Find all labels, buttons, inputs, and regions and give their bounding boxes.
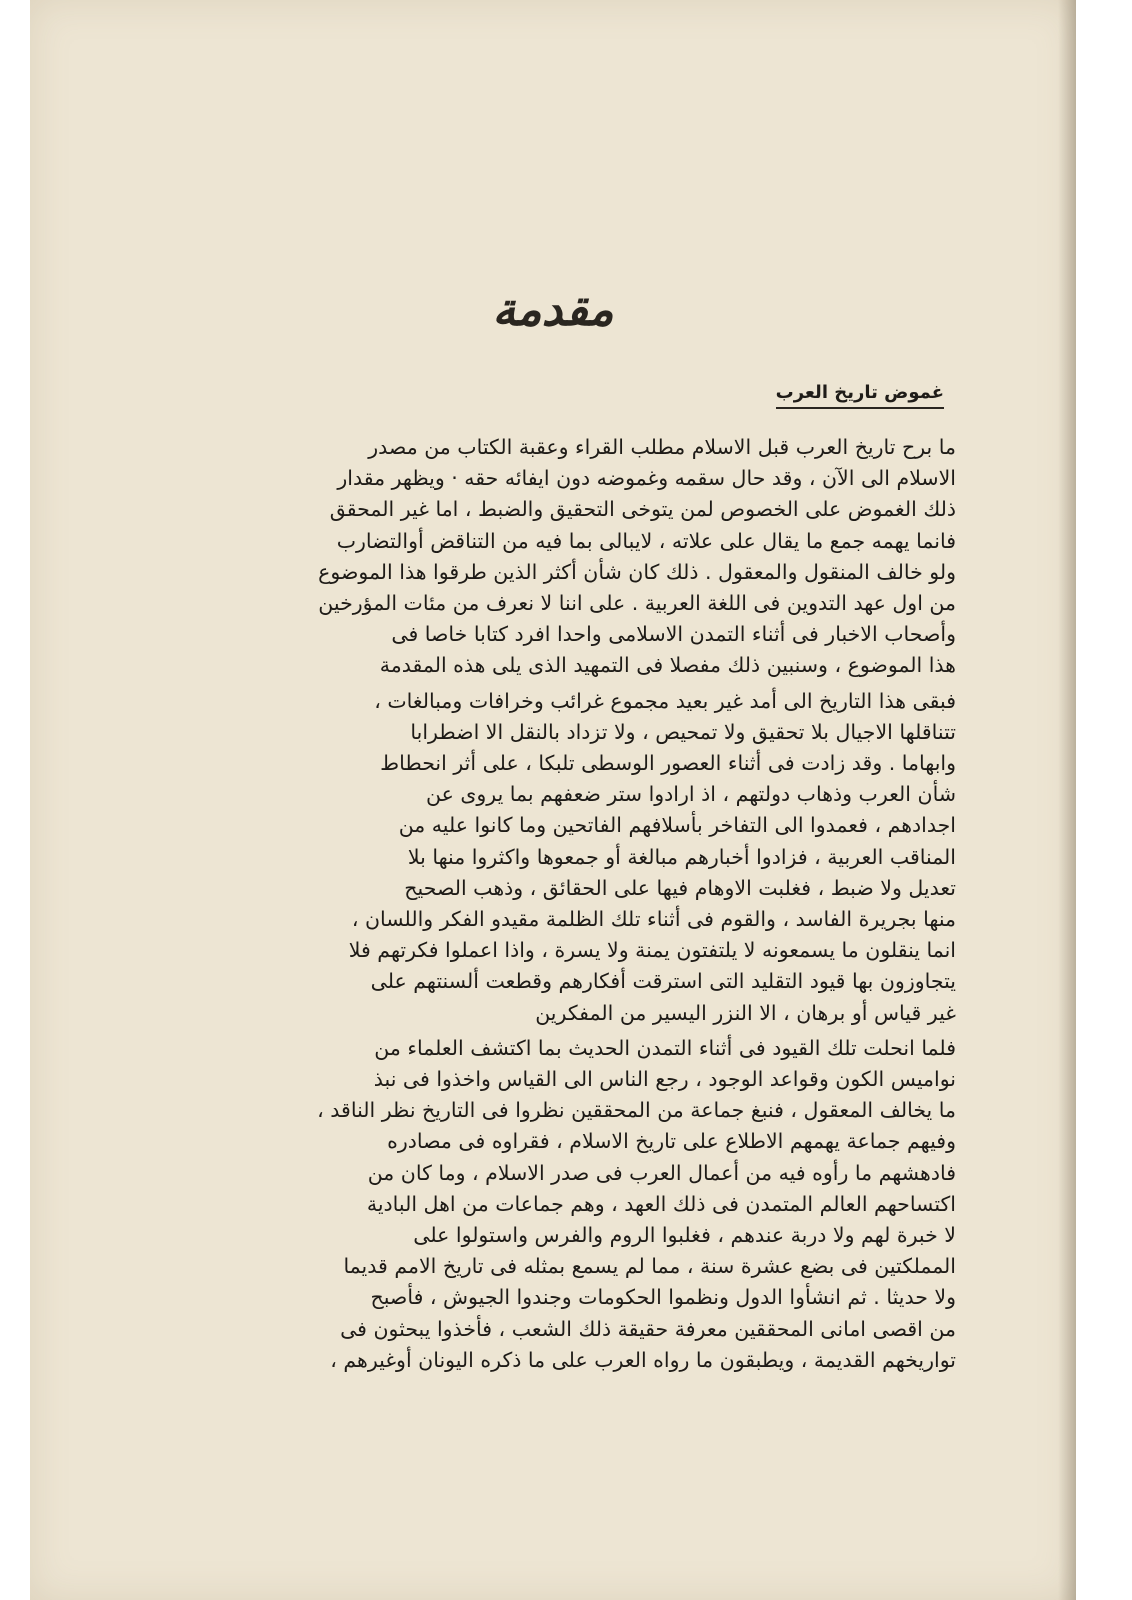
text-line: يتجاوزون بها قيود التقليد التى استرقت أفكارهم وقطعت ألسنتهم على [370, 969, 956, 994]
text-line: اجدادهم ، فعمدوا الى التفاخر بأسلافهم الفاتحين وما كانوا عليه من [398, 813, 956, 838]
text-line: تعديل ولا ضبط ، فغلبت الاوهام فيها على الحقائق ، وذهب الصحيح [404, 875, 956, 900]
text-line: منها بجريرة الفاسد ، والقوم فى أثناء تلك الظلمة مقيدو الفكر واللسان ، [351, 907, 956, 932]
text-line: ولو خالف المنقول والمعقول . ذلك كان شأن أكثر الذين طرقوا هذا الموضوع [318, 559, 956, 584]
text-line: فلما انحلت تلك القيود فى أثناء التمدن الحديث بما اكتشف العلماء من [374, 1035, 956, 1060]
text-line: من اقصى امانى المحققين معرفة حقيقة ذلك الشعب ، فأخذوا يبحثون فى [340, 1316, 956, 1341]
text-line: وأصحاب الاخبار فى أثناء التمدن الاسلامى واحدا افرد كتابا خاصا فى [391, 622, 956, 647]
text-line: وفيهم جماعة يهمهم الاطلاع على تاريخ الاسلام ، فقراوه فى مصادره [387, 1129, 956, 1154]
text-line: انما ينقلون ما يسمعونه لا يلتفتون يمنة ولا يسرة ، واذا اعملوا فكرتهم فلا [348, 938, 956, 963]
text-line: من اول عهد التدوين فى اللغة العربية . على اننا لا نعرف من مئات المؤرخين [318, 591, 956, 616]
text-line: المملكتين فى بضع عشرة سنة ، مما لم يسمع بمثله فى تاريخ الامم قديما [343, 1254, 956, 1279]
page-edge-shadow [1058, 0, 1076, 1600]
text-line: ما برح تاريخ العرب قبل الاسلام مطلب القراء وعقبة الكتاب من مصدر [368, 435, 956, 459]
text-line: تواريخهم القديمة ، ويطبقون ما رواه العرب على ما ذكره اليونان أوغيرهم ، [330, 1347, 956, 1372]
scanned-page [30, 0, 1076, 1600]
text-line: فادهشهم ما رأوه فيه من أعمال العرب فى صدر الاسلام ، وما كان من [367, 1160, 956, 1185]
paragraph-2 [236, 686, 956, 1029]
section-heading: غموض تاريخ العرب [776, 382, 944, 409]
body-text [236, 432, 956, 1380]
text-line: لا خبرة لهم ولا دربة عندهم ، فغلبوا الروم والفرس واستولوا على [413, 1223, 956, 1248]
text-line: الاسلام الى الآن ، وقد حال سقمه وغموضه دون ايفائه حقه · ويظهر مقدار [337, 466, 956, 491]
text-line: فبقى هذا التاريخ الى أمد غير بعيد مجموع غرائب وخرافات ومبالغات ، [374, 688, 956, 713]
text-line: فانما يهمه جمع ما يقال على علاته ، لايبالى بما فيه من التناقض أوالتضارب [336, 528, 956, 553]
text-line: ولا حديثا . ثم انشأوا الدول ونظموا الحكومات وجندوا الجيوش ، فأصبح [370, 1285, 956, 1310]
text-line: وابهاما . وقد زادت فى أثناء العصور الوسطى تلبكا ، على أثر انحطاط [380, 751, 956, 776]
text-line: شأن العرب وذهاب دولتهم ، اذ ارادوا ستر ضعفهم بما يروى عن [425, 782, 956, 807]
text-line: ذلك الغموض على الخصوص لمن يتوخى التحقيق والضبط ، اما غير المحقق [329, 497, 956, 522]
text-line: تتناقلها الاجيال بلا تحقيق ولا تمحيص ، ولا تزداد بالنقل الا اضطرابا [410, 719, 956, 744]
text-line: هذا الموضوع ، وسنبين ذلك مفصلا فى التمهيد الذى يلى هذه المقدمة [379, 653, 956, 678]
page-title: مقدمة [492, 282, 614, 336]
text-line: اكتساحهم العالم المتمدن فى ذلك العهد ، وهم جماعات من اهل البادية [366, 1191, 956, 1216]
paragraph-3 [236, 1033, 956, 1376]
text-line: المناقب العربية ، فزادوا أخبارهم مبالغة أو جمعوها واكثروا منها بلا [407, 844, 956, 869]
text-line: نواميس الكون وقواعد الوجود ، رجع الناس الى القياس واخذوا فى نبذ [373, 1067, 956, 1092]
text-line: ما يخالف المعقول ، فنبغ جماعة من المحققين نظروا فى التاريخ نظر الناقد ، [317, 1098, 956, 1123]
paragraph-1 [236, 432, 956, 682]
text-line: غير قياس أو برهان ، الا النزر اليسير من المفكرين [535, 1000, 956, 1025]
